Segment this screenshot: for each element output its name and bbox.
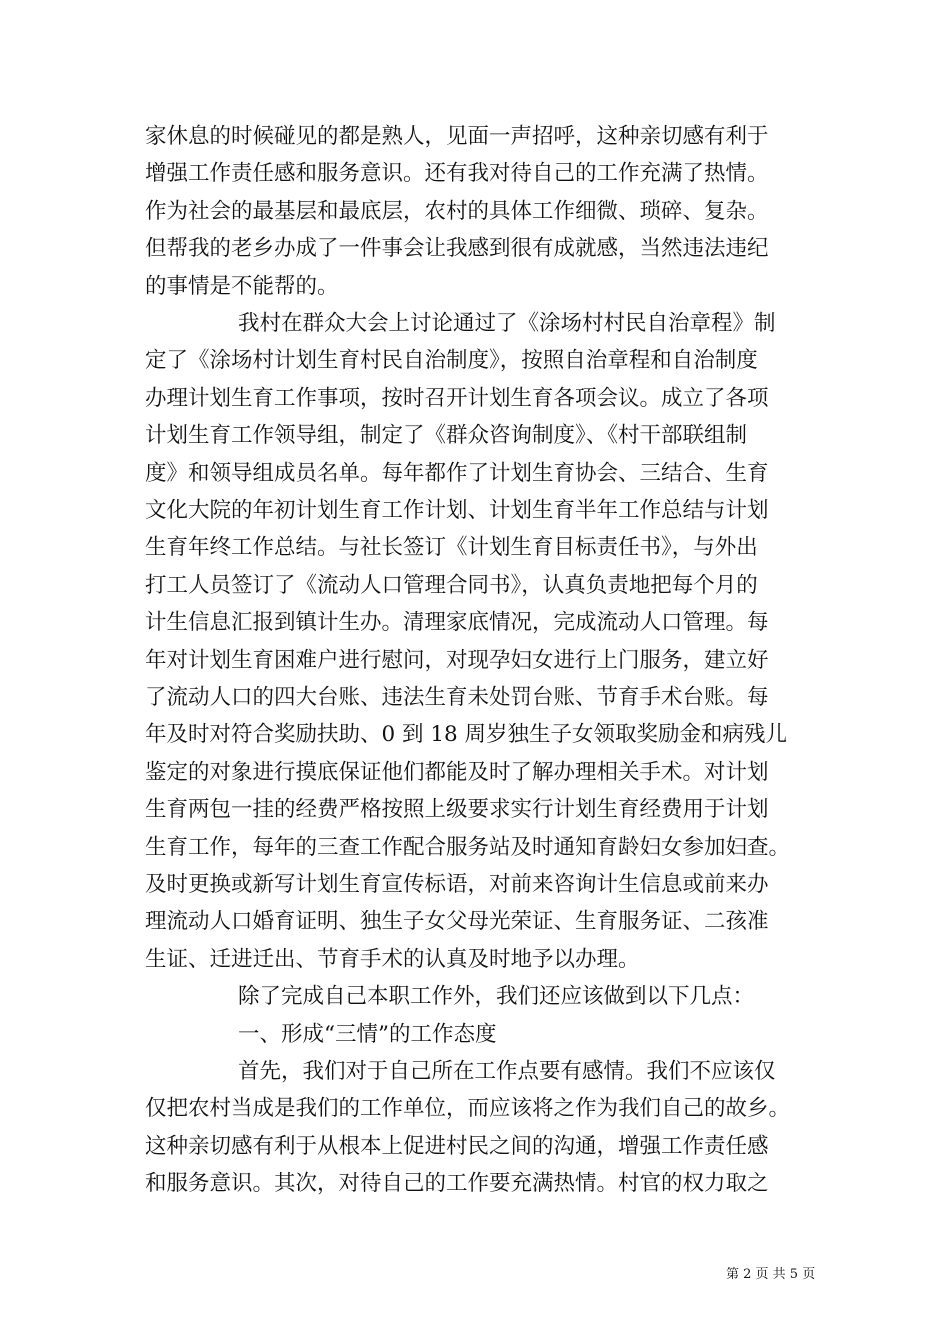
text-line: 年及时对符合奖励扶助、0 到 18 周岁独生子女领取奖励金和病残儿 bbox=[145, 722, 788, 747]
text-line: 办理计划生育工作事项，按时召开计划生育各项会议。成立了各项 bbox=[145, 386, 769, 411]
text-line: 文化大院的年初计划生育工作计划、计划生育半年工作总结与计划 bbox=[145, 498, 769, 523]
text-line: 理流动人口婚育证明、独生子女父母光荣证、生育服务证、二孩准 bbox=[145, 909, 769, 934]
text-line: 一、形成“三情”的工作态度 bbox=[238, 1022, 497, 1047]
text-line: 首先，我们对于自己所在工作点要有感情。我们不应该仅 bbox=[238, 1059, 776, 1084]
text-line: 这种亲切感有利于从根本上促进村民之间的沟通，增强工作责任感 bbox=[145, 1134, 769, 1159]
text-line: 年对计划生育困难户进行慰问，对现孕妇女进行上门服务，建立好 bbox=[145, 648, 769, 673]
text-line: 和服务意识。其次，对待自己的工作要充满热情。村官的权力取之 bbox=[145, 1171, 769, 1196]
text-line: 定了《涂场村计划生育村民自治制度》，按照自治章程和自治制度 bbox=[145, 348, 758, 373]
text-line: 家休息的时候碰见的都是熟人，见面一声招呼，这种亲切感有利于 bbox=[145, 124, 769, 149]
text-line: 作为社会的最基层和最底层，农村的具体工作细微、琐碎、复杂。 bbox=[145, 199, 769, 224]
text-line: 生育两包一挂的经费严格按照上级要求实行计划生育经费用于计划 bbox=[145, 797, 769, 822]
page-number: 第 2 页 共 5 页 bbox=[726, 1267, 816, 1282]
text-line: 打工人员签订了《流动人口管理合同书》，认真负责地把每个月的 bbox=[145, 573, 758, 598]
text-line: 生育年终工作总结。与社长签订《计划生育目标责任书》，与外出 bbox=[145, 535, 758, 560]
text-line: 计划生育工作领导组，制定了《群众咨询制度》、《村干部联组制 bbox=[145, 423, 748, 448]
text-line: 的事情是不能帮的。 bbox=[145, 274, 339, 299]
text-line: 鉴定的对象进行摸底保证他们都能及时了解办理相关手术。对计划 bbox=[145, 760, 769, 785]
text-line: 仅把农村当成是我们的工作单位，而应该将之作为我们自己的故乡。 bbox=[145, 1096, 791, 1121]
text-line: 及时更换或新写计划生育宣传标语，对前来咨询计生信息或前来办 bbox=[145, 872, 769, 897]
text-line: 生证、迁进迁出、节育手术的认真及时地予以办理。 bbox=[145, 947, 640, 972]
text-line: 了流动人口的四大台账、违法生育未处罚台账、节育手术台账。每 bbox=[145, 685, 769, 710]
text-line: 增强工作责任感和服务意识。还有我对待自己的工作充满了热情。 bbox=[145, 161, 769, 186]
text-line: 除了完成自己本职工作外，我们还应该做到以下几点： bbox=[238, 984, 755, 1009]
text-line: 计生信息汇报到镇计生办。清理家底情况，完成流动人口管理。每 bbox=[145, 610, 769, 635]
text-line: 但帮我的老乡办成了一件事会让我感到很有成就感，当然违法违纪 bbox=[145, 236, 769, 261]
text-line: 我村在群众大会上讨论通过了《涂场村村民自治章程》制 bbox=[238, 311, 776, 336]
text-line: 度》和领导组成员名单。每年都作了计划生育协会、三结合、生育 bbox=[145, 461, 769, 486]
text-line: 生育工作，每年的三查工作配合服务站及时通知育龄妇女参加妇查。 bbox=[145, 835, 791, 860]
